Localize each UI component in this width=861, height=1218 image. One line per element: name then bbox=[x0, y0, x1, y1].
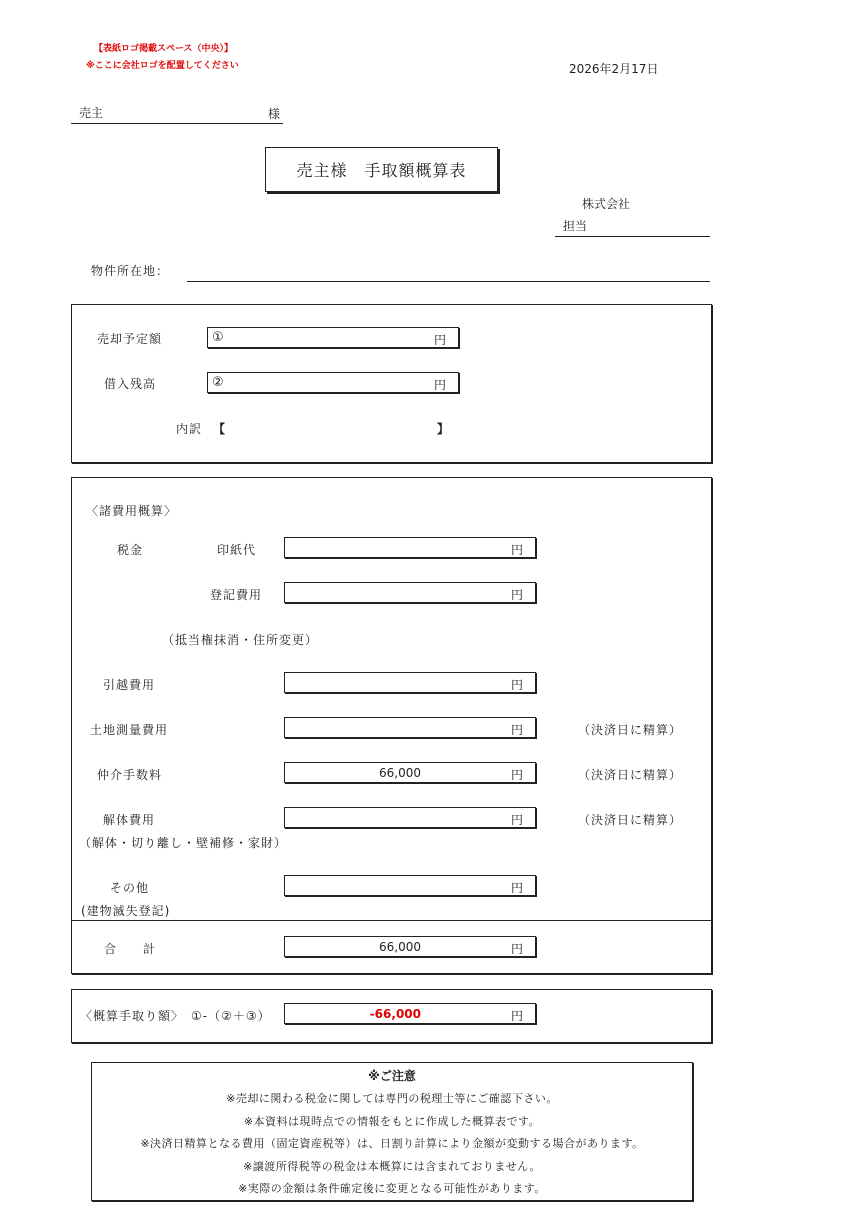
document-title: 売主様 手取額概算表 bbox=[296, 161, 467, 180]
logo-placeholder-title: 【表紙ロゴ掲載スペース（中央）】 bbox=[94, 44, 234, 54]
company-name: 株式会社 bbox=[582, 197, 631, 211]
seller-label: 売主 bbox=[79, 106, 104, 120]
sale-price-marker: ① bbox=[212, 330, 224, 345]
logo-placeholder-instruction: ※ここに会社ロゴを配置してください bbox=[86, 61, 239, 71]
loan-balance-unit: 円 bbox=[433, 378, 446, 392]
loan-balance-marker: ② bbox=[212, 375, 224, 390]
note-line: ※売却に関わる税金に関しては専門の税理士等にご確認下さい。 bbox=[226, 1092, 558, 1105]
demolition-field[interactable] bbox=[284, 807, 536, 828]
registration-unit: 円 bbox=[510, 588, 523, 602]
breakdown-field[interactable] bbox=[228, 418, 438, 434]
loan-balance-label: 借入残高 bbox=[104, 377, 157, 391]
registration-note: （抵当権抹消・住所変更） bbox=[162, 633, 319, 647]
sale-price-label: 売却予定額 bbox=[97, 332, 163, 346]
notes-heading: ※ご注意 bbox=[368, 1069, 416, 1083]
demolition-sub: （解体・切り離し・壁補修・家財） bbox=[79, 836, 288, 850]
net-proceeds-value: -66,000 bbox=[369, 1007, 421, 1021]
note-line: ※決済日精算となる費用（固定資産税等）は、日割り計算により金額が変動する場合があります。 bbox=[140, 1137, 644, 1150]
note-line: ※実際の金額は条件確定後に変更となる可能性があります。 bbox=[238, 1182, 546, 1195]
other-sub: (建物滅失登記) bbox=[81, 904, 171, 918]
note-line: ※本資料は現時点での情報をもとに作成した概算表です。 bbox=[243, 1115, 541, 1128]
total-unit: 円 bbox=[510, 942, 523, 956]
demolition-label: 解体費用 bbox=[103, 813, 156, 827]
other-label: その他 bbox=[110, 881, 150, 895]
moving-field[interactable] bbox=[284, 672, 536, 693]
registration-field[interactable] bbox=[284, 582, 536, 603]
other-field[interactable] bbox=[284, 875, 536, 896]
brokerage-label: 仲介手数料 bbox=[97, 768, 163, 782]
notes-box bbox=[91, 1062, 693, 1201]
total-label: 合 計 bbox=[104, 942, 157, 956]
demolition-unit: 円 bbox=[510, 813, 523, 827]
document-title-box bbox=[265, 147, 498, 192]
moving-label: 引越費用 bbox=[103, 678, 156, 692]
breakdown-open-bracket: 【 bbox=[213, 422, 226, 436]
brokerage-note: （決済日に精算） bbox=[578, 768, 683, 782]
property-location-label: 物件所在地： bbox=[91, 264, 170, 278]
stamp-duty-label: 印紙代 bbox=[217, 543, 257, 557]
staff-label: 担当 bbox=[563, 219, 588, 233]
brokerage-value: 66,000 bbox=[379, 766, 421, 780]
breakdown-close-bracket: 】 bbox=[437, 422, 450, 436]
survey-note: （決済日に精算） bbox=[578, 723, 683, 737]
net-proceeds-unit: 円 bbox=[510, 1009, 523, 1023]
note-line: ※譲渡所得税等の税金は本概算には含まれておりません。 bbox=[243, 1160, 541, 1173]
brokerage-field[interactable] bbox=[284, 762, 536, 783]
stamp-duty-unit: 円 bbox=[510, 543, 523, 557]
tax-label: 税金 bbox=[117, 543, 144, 557]
staff-name-line[interactable] bbox=[555, 236, 710, 237]
moving-unit: 円 bbox=[510, 678, 523, 692]
stamp-duty-field[interactable] bbox=[284, 537, 536, 558]
property-location-line[interactable] bbox=[187, 281, 710, 282]
seller-name-line[interactable] bbox=[71, 123, 283, 124]
total-value: 66,000 bbox=[379, 940, 421, 954]
net-proceeds-label: 〈概算手取り額〉 ①-（②＋③） bbox=[80, 1009, 271, 1023]
loan-balance-field[interactable] bbox=[207, 372, 459, 393]
expenses-heading: 〈諸費用概算〉 bbox=[86, 504, 178, 518]
sale-price-field[interactable] bbox=[207, 327, 459, 348]
brokerage-unit: 円 bbox=[510, 768, 523, 782]
net-proceeds-field[interactable] bbox=[284, 1003, 536, 1024]
sale-price-unit: 円 bbox=[433, 333, 446, 347]
survey-label: 土地測量費用 bbox=[90, 723, 169, 737]
document-date: 2026年2月17日 bbox=[569, 62, 659, 76]
survey-field[interactable] bbox=[284, 717, 536, 738]
total-field[interactable] bbox=[284, 936, 536, 957]
other-unit: 円 bbox=[510, 881, 523, 895]
demolition-note: （決済日に精算） bbox=[578, 813, 683, 827]
survey-unit: 円 bbox=[510, 723, 523, 737]
registration-label: 登記費用 bbox=[210, 588, 263, 602]
total-divider bbox=[71, 920, 711, 921]
breakdown-label: 内訳 bbox=[176, 422, 203, 436]
seller-honorific: 様 bbox=[268, 107, 281, 121]
